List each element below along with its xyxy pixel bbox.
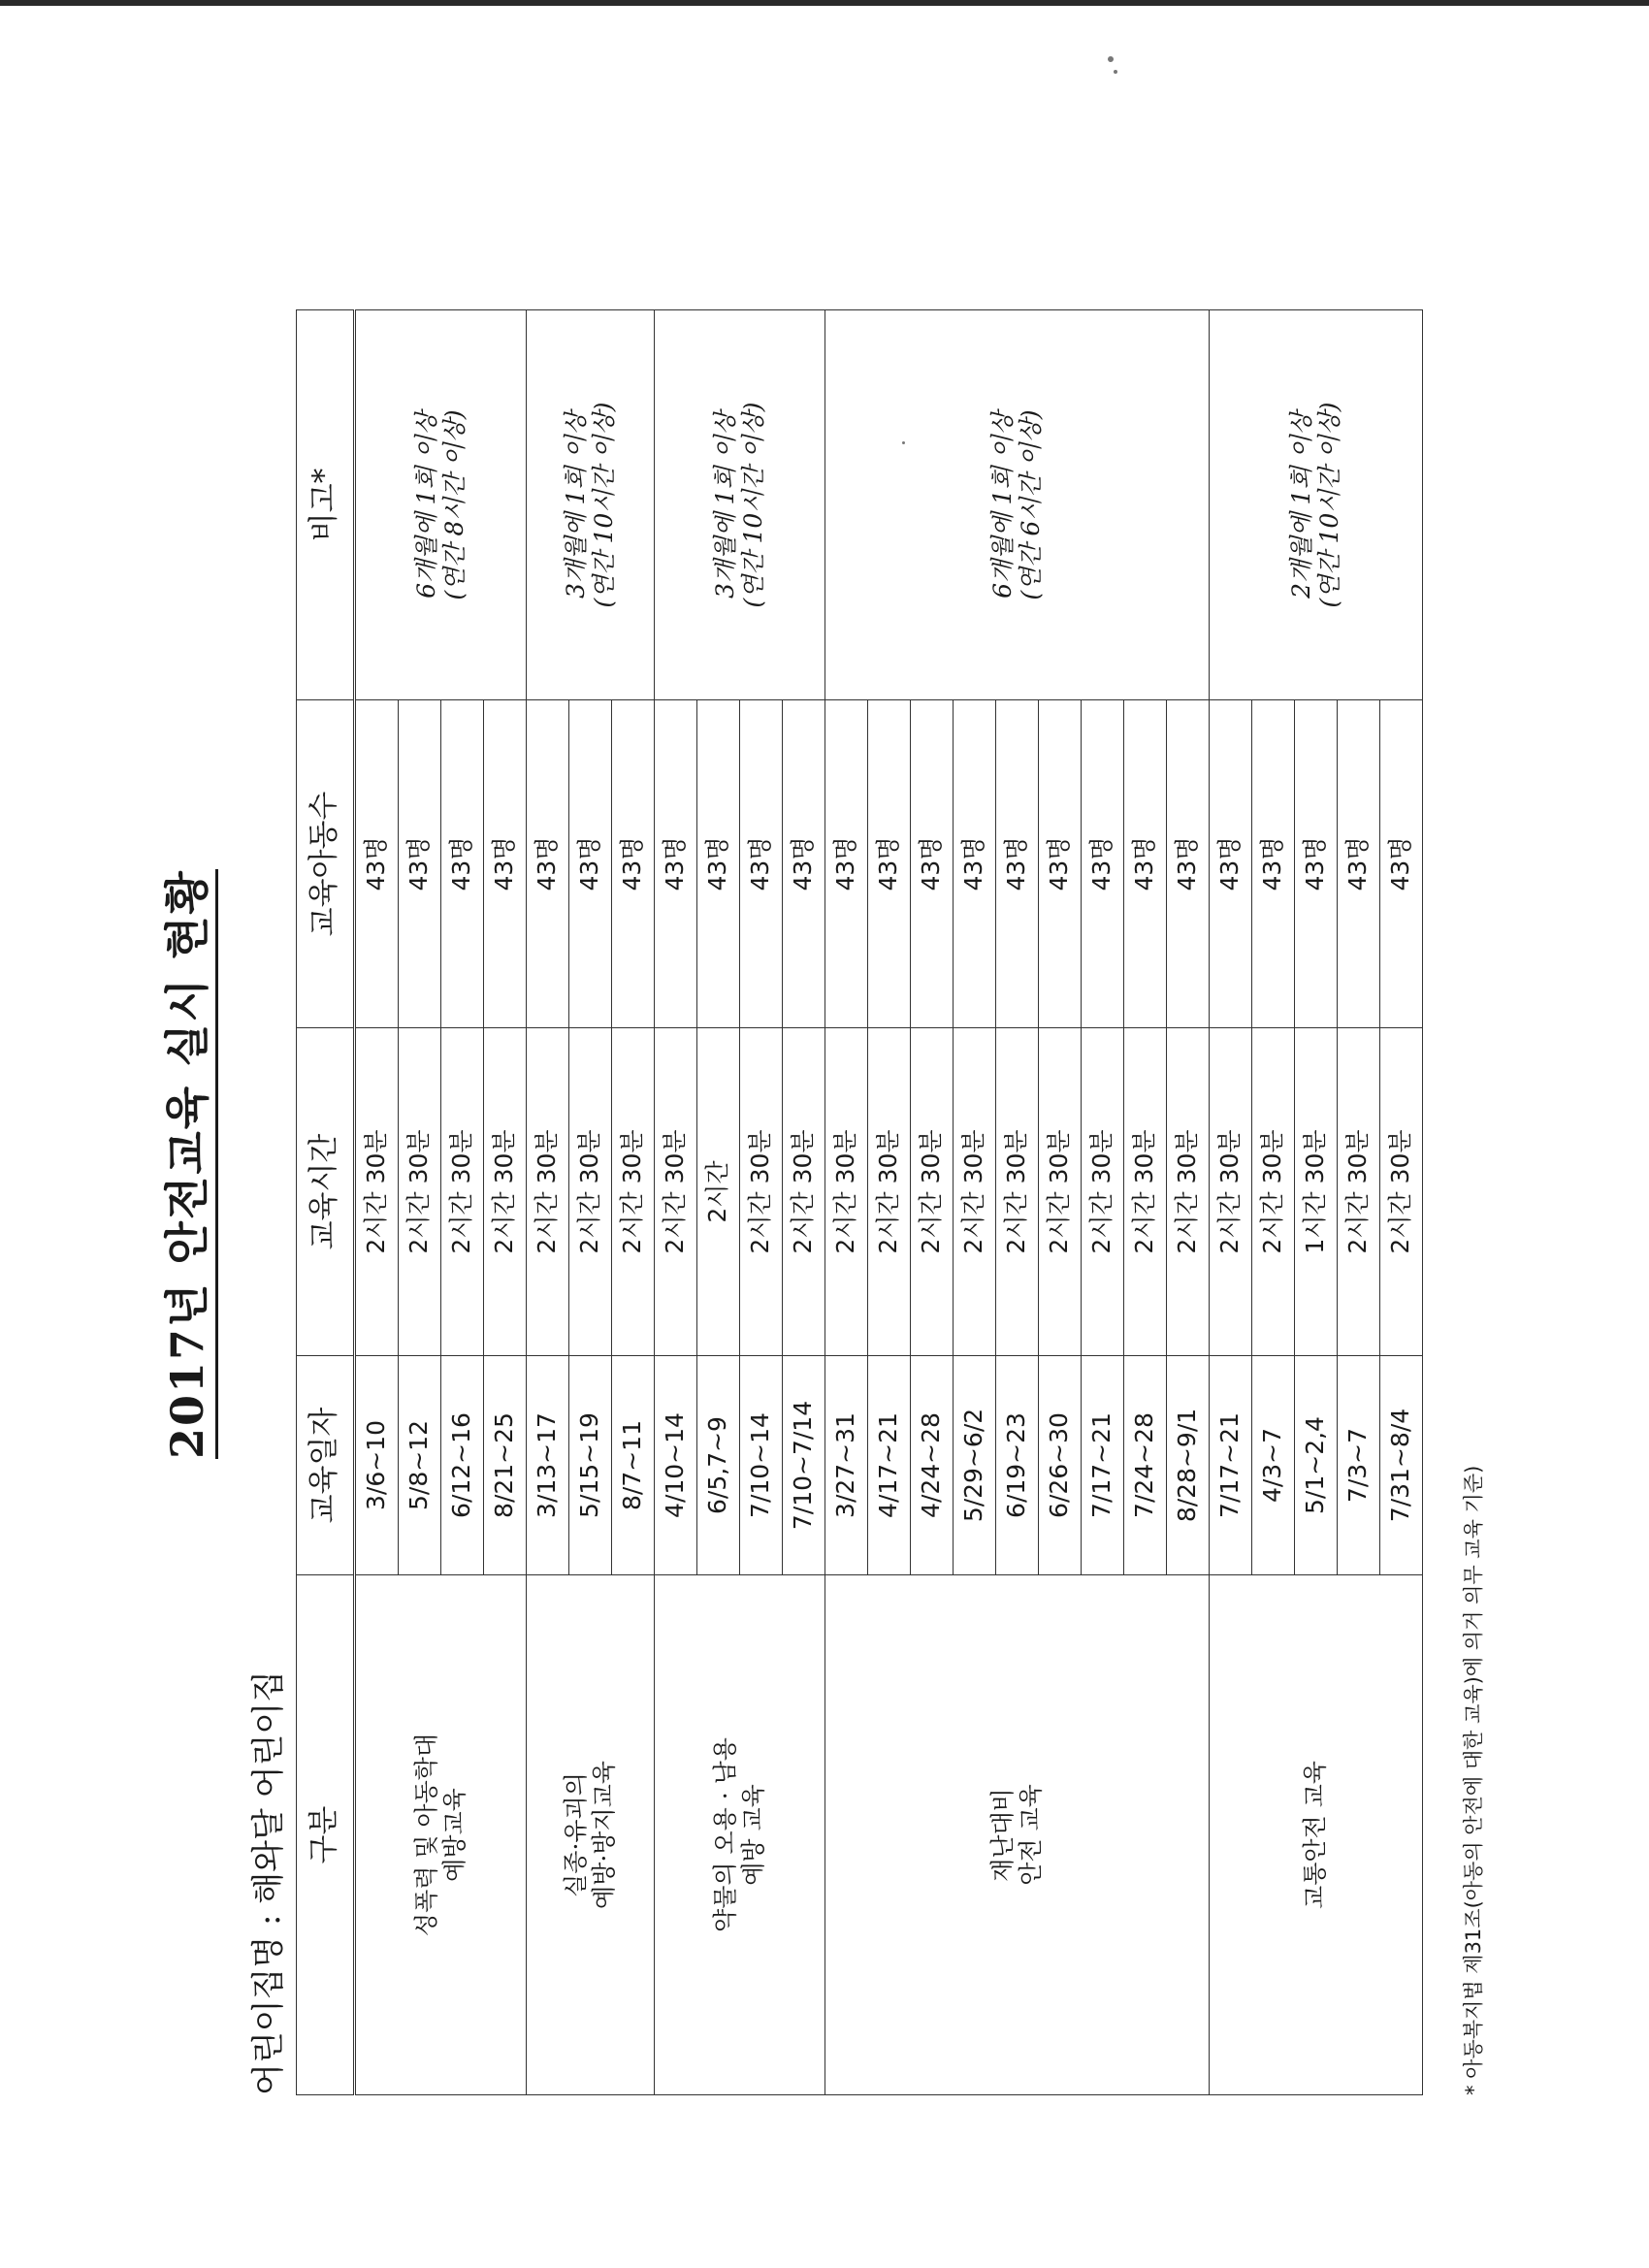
header-note: 비고* — [297, 310, 355, 700]
children-cell: 43명 — [355, 700, 399, 1028]
category-line: 실종·유괴의 — [561, 1772, 590, 1897]
duration-cell: 2시간 30분 — [655, 1028, 697, 1356]
children-cell: 43명 — [569, 700, 612, 1028]
children-cell: 43명 — [996, 700, 1039, 1028]
date-cell: 7/24~28 — [1124, 1356, 1167, 1575]
children-cell: 43명 — [1039, 700, 1082, 1028]
center-name: 어린이집명 : 해와달 어린이집 — [249, 1669, 288, 2095]
duration-cell: 2시간 30분 — [399, 1028, 441, 1356]
date-cell: 7/17~21 — [1082, 1356, 1124, 1575]
category-line: 성폭력 및 아동학대 — [411, 1733, 440, 1937]
date-cell: 7/10~14 — [740, 1356, 783, 1575]
category-cell — [825, 1575, 1210, 2095]
children-cell: 43명 — [399, 700, 441, 1028]
duration-cell: 2시간 30분 — [1210, 1028, 1252, 1356]
category-line: 안전 교육 — [1016, 1784, 1045, 1886]
note-line: 3개월에 1회 이상 — [561, 411, 590, 599]
duration-cell: 2시간 30분 — [1167, 1028, 1210, 1356]
note-line: (연간 8시간 이상) — [439, 409, 469, 600]
note-cell — [655, 310, 825, 700]
duration-cell: 2시간 30분 — [783, 1028, 825, 1356]
duration-cell: 2시간 30분 — [740, 1028, 783, 1356]
note-line: 6개월에 1회 이상 — [411, 411, 440, 599]
children-cell: 43명 — [484, 700, 527, 1028]
note-cell — [1210, 310, 1423, 700]
duration-cell: 2시간 30분 — [355, 1028, 399, 1356]
duration-cell: 2시간 30분 — [484, 1028, 527, 1356]
date-cell: 4/3~7 — [1252, 1356, 1295, 1575]
header-date: 교육일자 — [297, 1356, 355, 1575]
date-cell: 7/3~7 — [1338, 1356, 1380, 1575]
children-cell: 43명 — [783, 700, 825, 1028]
children-cell: 43명 — [1124, 700, 1167, 1028]
date-cell: 4/10~14 — [655, 1356, 697, 1575]
date-cell: 3/27~31 — [825, 1356, 868, 1575]
note-line: (연간 10시간 이상) — [589, 402, 618, 608]
category-line: 약물의 오용 · 남용 — [710, 1737, 739, 1932]
note-cell — [825, 310, 1210, 700]
date-cell: 5/8~12 — [399, 1356, 441, 1575]
table-row — [355, 310, 399, 2095]
children-cell: 43명 — [1082, 700, 1124, 1028]
date-cell: 8/7~11 — [612, 1356, 655, 1575]
children-cell: 43명 — [825, 700, 868, 1028]
table-row — [1210, 310, 1252, 2095]
header-children: 교육아동수 — [297, 700, 355, 1028]
children-cell: 43명 — [612, 700, 655, 1028]
children-cell: 43명 — [1380, 700, 1423, 1028]
scan-edge — [0, 0, 1649, 6]
date-cell: 6/5,7~9 — [697, 1356, 740, 1575]
note-cell — [355, 310, 527, 700]
note-line: (연간 6시간 이상) — [1016, 409, 1045, 600]
table-body — [355, 310, 1423, 2095]
date-cell: 8/21~25 — [484, 1356, 527, 1575]
date-cell: 5/1~2,4 — [1295, 1356, 1338, 1575]
duration-cell: 2시간 30분 — [1380, 1028, 1423, 1356]
children-cell: 43명 — [1252, 700, 1295, 1028]
header-category: 구분 — [297, 1575, 355, 2095]
category-cell — [655, 1575, 825, 2095]
children-cell: 43명 — [911, 700, 954, 1028]
note-line: 6개월에 1회 이상 — [987, 411, 1017, 599]
date-cell: 6/19~23 — [996, 1356, 1039, 1575]
date-cell: 4/24~28 — [911, 1356, 954, 1575]
duration-cell: 2시간 30분 — [1082, 1028, 1124, 1356]
document-sheet — [150, 213, 1489, 2115]
duration-cell: 2시간 30분 — [954, 1028, 996, 1356]
note-line: 3개월에 1회 이상 — [710, 411, 739, 599]
date-cell: 5/15~19 — [569, 1356, 612, 1575]
children-cell: 43명 — [1167, 700, 1210, 1028]
date-cell: 3/13~17 — [527, 1356, 569, 1575]
date-cell: 5/29~6/2 — [954, 1356, 996, 1575]
category-line: 예방교육 — [439, 1788, 469, 1882]
category-cell — [527, 1575, 655, 2095]
duration-cell: 2시간 30분 — [1252, 1028, 1295, 1356]
children-cell: 43명 — [740, 700, 783, 1028]
footnote: * 아동복지법 제31조(아동의 안전에 대한 교육)에 의거 의무 교육 기준) — [1462, 1465, 1485, 2095]
table-header-row — [297, 310, 355, 2095]
duration-cell: 1시간 30분 — [1295, 1028, 1338, 1356]
date-cell: 6/26~30 — [1039, 1356, 1082, 1575]
header-duration: 교육시간 — [297, 1028, 355, 1356]
category-cell — [1210, 1575, 1423, 2095]
scan-speck — [1108, 56, 1114, 62]
date-cell: 7/10~7/14 — [783, 1356, 825, 1575]
children-cell: 43명 — [697, 700, 740, 1028]
note-cell — [527, 310, 655, 700]
education-table — [296, 309, 1423, 2095]
duration-cell: 2시간 30분 — [569, 1028, 612, 1356]
category-line: 재난대비 — [987, 1788, 1017, 1882]
duration-cell: 2시간 30분 — [527, 1028, 569, 1356]
scan-speck — [1114, 70, 1117, 74]
children-cell: 43명 — [868, 700, 911, 1028]
duration-cell: 2시간 30분 — [868, 1028, 911, 1356]
category-cell — [355, 1575, 527, 2095]
table-row — [825, 310, 868, 2095]
table-row — [527, 310, 569, 2095]
children-cell: 43명 — [655, 700, 697, 1028]
date-cell: 7/17~21 — [1210, 1356, 1252, 1575]
date-cell: 6/12~16 — [441, 1356, 484, 1575]
date-cell: 8/28~9/1 — [1167, 1356, 1210, 1575]
children-cell: 43명 — [441, 700, 484, 1028]
duration-cell: 2시간 30분 — [825, 1028, 868, 1356]
document-title-text: 2017년 안전교육 실시 현황 — [161, 869, 218, 1459]
duration-cell: 2시간 30분 — [441, 1028, 484, 1356]
children-cell: 43명 — [1295, 700, 1338, 1028]
note-line: (연간 10시간 이상) — [738, 402, 767, 608]
duration-cell: 2시간 30분 — [996, 1028, 1039, 1356]
duration-cell: 2시간 30분 — [1039, 1028, 1082, 1356]
duration-cell: 2시간 — [697, 1028, 740, 1356]
table-row — [655, 310, 697, 2095]
note-line: 2개월에 1회 이상 — [1286, 411, 1315, 599]
children-cell: 43명 — [1338, 700, 1380, 1028]
duration-cell: 2시간 30분 — [1338, 1028, 1380, 1356]
duration-cell: 2시간 30분 — [1124, 1028, 1167, 1356]
note-line: (연간 10시간 이상) — [1314, 402, 1343, 608]
document-title — [152, 213, 216, 2115]
category-line: 예방·방지교육 — [589, 1761, 618, 1909]
children-cell: 43명 — [1210, 700, 1252, 1028]
date-cell: 7/31~8/4 — [1380, 1356, 1423, 1575]
date-cell: 4/17~21 — [868, 1356, 911, 1575]
category-line: 교통안전 교육 — [1301, 1761, 1330, 1909]
category-line: 예방 교육 — [738, 1784, 767, 1886]
children-cell: 43명 — [527, 700, 569, 1028]
duration-cell: 2시간 30분 — [911, 1028, 954, 1356]
children-cell: 43명 — [954, 700, 996, 1028]
duration-cell: 2시간 30분 — [612, 1028, 655, 1356]
date-cell: 3/6~10 — [355, 1356, 399, 1575]
